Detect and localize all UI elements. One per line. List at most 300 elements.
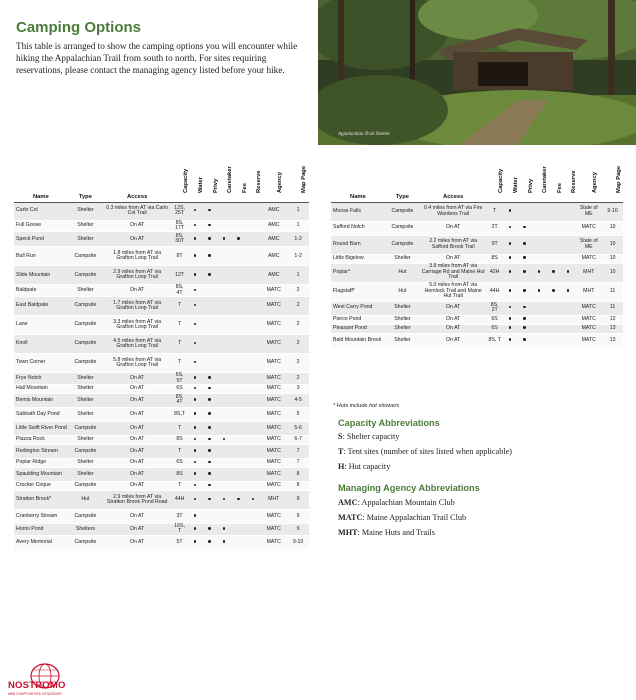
- row-fee: [231, 220, 245, 232]
- row-agency: MATC: [260, 509, 287, 523]
- row-name: Poplar Ridge: [14, 458, 68, 467]
- dot-icon: [194, 376, 196, 378]
- dot-icon: [194, 224, 196, 226]
- row-water: [503, 235, 517, 254]
- dot-icon: [208, 224, 210, 226]
- dot-icon: [538, 270, 540, 272]
- row-privy: [517, 235, 531, 254]
- dot-icon: [194, 449, 196, 451]
- dot-icon: [194, 342, 196, 344]
- row-caretaker: [217, 220, 231, 232]
- table-row: [331, 282, 623, 301]
- row-caretaker: [217, 393, 231, 407]
- row-water: [503, 202, 517, 221]
- table-row: [14, 202, 309, 220]
- row-capacity: 12T: [171, 266, 188, 285]
- row-capacity: 9T: [486, 235, 503, 254]
- row-privy: [202, 407, 216, 421]
- row-name: Round Barn: [331, 235, 385, 254]
- row-reserve: [246, 490, 260, 509]
- row-reserve: [561, 263, 575, 282]
- row-access: 0.4 miles from AT via Fire Wardens Trail: [420, 202, 486, 221]
- row-access: On AT: [420, 333, 486, 347]
- row-fee: [231, 393, 245, 407]
- row-capacity: 6S: [171, 384, 188, 393]
- agency-abbr-item: AMC: Appalachian Mountain Club: [338, 498, 455, 507]
- row-agency: MATC: [260, 421, 287, 435]
- logo-name: NOSTROMO: [8, 680, 66, 691]
- dot-icon: [509, 289, 511, 291]
- row-privy: [517, 324, 531, 333]
- row-agency: MATC: [575, 324, 602, 333]
- column-header: Water: [503, 150, 517, 202]
- row-reserve: [246, 467, 260, 481]
- row-map-page: 10: [602, 221, 623, 235]
- row-agency: MATC: [260, 393, 287, 407]
- row-reserve: [246, 285, 260, 297]
- row-agency: MATC: [260, 467, 287, 481]
- column-header: Access: [420, 150, 486, 202]
- row-capacity: 8S,T: [171, 407, 188, 421]
- row-water: [188, 316, 202, 335]
- dot-icon: [194, 498, 196, 500]
- row-fee: [231, 316, 245, 335]
- row-caretaker: [217, 266, 231, 285]
- dot-icon: [223, 498, 225, 500]
- dot-icon: [523, 317, 525, 319]
- row-agency: MATC: [260, 285, 287, 297]
- row-access: 5.0 miles from AT via Hemlock Trail and Maine Hut Trail: [420, 282, 486, 301]
- row-reserve: [246, 266, 260, 285]
- row-type: Shelter: [68, 393, 103, 407]
- dot-icon: [523, 256, 525, 258]
- row-reserve: [561, 301, 575, 315]
- dot-icon: [194, 540, 196, 542]
- row-type: Shelter: [68, 467, 103, 481]
- row-map-page: 5-6: [287, 421, 309, 435]
- dot-icon: [509, 326, 511, 328]
- row-type: Shelter: [68, 458, 103, 467]
- row-agency: State of ME: [575, 202, 602, 221]
- row-agency: MATC: [260, 335, 287, 354]
- row-capacity: 6S, 5T: [171, 373, 188, 385]
- dot-icon: [208, 209, 210, 211]
- row-agency: MATC: [575, 315, 602, 324]
- dot-icon: [194, 527, 196, 529]
- row-map-page: 1-2: [287, 247, 309, 266]
- row-type: Shelter: [68, 232, 103, 247]
- row-caretaker: [532, 263, 546, 282]
- row-fee: [231, 247, 245, 266]
- table-row: [331, 263, 623, 282]
- table-row: [14, 535, 309, 549]
- row-map-page: 9-10: [602, 202, 623, 221]
- table-row: [14, 393, 309, 407]
- row-type: Campsite: [385, 221, 420, 235]
- row-privy: [517, 315, 531, 324]
- dot-icon: [509, 306, 511, 308]
- row-fee: [546, 324, 560, 333]
- row-map-page: 13: [602, 324, 623, 333]
- table-row: [14, 220, 309, 232]
- column-header: Name: [331, 150, 385, 202]
- table-row: [14, 354, 309, 373]
- column-header: Map Page: [602, 150, 623, 202]
- table-row: [14, 458, 309, 467]
- row-name: Moose Falls: [331, 202, 385, 221]
- row-capacity: 8S, 30T: [171, 232, 188, 247]
- row-reserve: [246, 316, 260, 335]
- column-header: Privy: [517, 150, 531, 202]
- row-access: On AT: [420, 315, 486, 324]
- table-row: [14, 335, 309, 354]
- row-fee: [231, 435, 245, 444]
- row-privy: [517, 333, 531, 347]
- logo-tagline: WEB COMPTOIR DES VOYAGEURS: [8, 692, 62, 696]
- row-map-page: 9: [287, 523, 309, 535]
- row-agency: MATC: [575, 301, 602, 315]
- row-map-page: 8: [287, 481, 309, 490]
- row-type: Campsite: [68, 335, 103, 354]
- table-row: [14, 490, 309, 509]
- column-header: Capacity: [171, 150, 188, 202]
- row-fee: [231, 467, 245, 481]
- row-caretaker: [217, 202, 231, 220]
- row-access: 3.9 miles from AT via Carriage Rd and Maine Hut Trail: [421, 263, 485, 281]
- row-caretaker: [217, 467, 231, 481]
- row-reserve: [246, 458, 260, 467]
- table-row: [14, 316, 309, 335]
- row-type: Shelter: [68, 202, 103, 220]
- row-map-page: 2: [287, 354, 309, 373]
- row-caretaker: [217, 458, 231, 467]
- capacity-abbr-item: H: Hut capacity: [338, 462, 391, 471]
- row-caretaker: [217, 335, 231, 354]
- row-agency: AMC: [260, 220, 287, 232]
- row-fee: [546, 254, 560, 263]
- row-privy: [202, 393, 216, 407]
- row-reserve: [246, 297, 260, 316]
- row-privy: [202, 335, 216, 354]
- row-water: [188, 435, 202, 444]
- row-map-page: 1: [287, 266, 309, 285]
- row-access: On AT: [103, 509, 171, 523]
- row-agency: MHT: [575, 282, 602, 301]
- row-caretaker: [217, 232, 231, 247]
- row-name: Hall Mountain: [14, 384, 68, 393]
- row-name: Spaulding Mountain: [14, 467, 68, 481]
- capacity-abbr-item: S: Shelter capacity: [338, 432, 400, 441]
- row-caretaker: [532, 202, 546, 221]
- intro-paragraph: This table is arranged to show the camping options you will encounter while hiking the Appalachian Trail from south to north. For sites requiring reservations, please contact the managing agency listed before your hike.: [16, 41, 298, 75]
- agency-abbr-item: MATC: Maine Appalachian Trail Club: [338, 513, 467, 522]
- dot-icon: [523, 326, 525, 328]
- dot-icon: [194, 209, 196, 211]
- row-reserve: [246, 354, 260, 373]
- row-fee: [231, 444, 245, 458]
- dot-icon: [208, 527, 210, 529]
- row-reserve: [246, 523, 260, 535]
- row-type: Shelter: [68, 384, 103, 393]
- dot-icon: [194, 438, 196, 440]
- row-name: Crocker Cirque: [14, 481, 68, 490]
- agency-abbr-title: Managing Agency Abbreviations: [338, 483, 480, 493]
- row-capacity: 8T: [171, 247, 188, 266]
- row-privy: [202, 202, 216, 220]
- row-reserve: [561, 333, 575, 347]
- row-name: Poplar*: [331, 263, 385, 282]
- row-capacity: T: [171, 335, 188, 354]
- row-fee: [546, 282, 560, 301]
- dot-icon: [208, 376, 210, 378]
- column-header: Capacity: [486, 150, 503, 202]
- row-privy: [202, 421, 216, 435]
- dot-icon: [194, 398, 196, 400]
- row-water: [188, 285, 202, 297]
- row-map-page: 10: [602, 254, 623, 263]
- dot-icon: [194, 273, 196, 275]
- row-fee: [231, 266, 245, 285]
- dot-icon: [523, 338, 525, 340]
- dot-icon: [523, 289, 525, 291]
- row-reserve: [246, 435, 260, 444]
- row-capacity: 12S, 25T: [171, 202, 188, 220]
- row-type: Campsite: [68, 247, 103, 266]
- row-water: [188, 384, 202, 393]
- row-caretaker: [532, 235, 546, 254]
- row-type: Campsite: [68, 535, 103, 549]
- dot-icon: [237, 498, 239, 500]
- row-capacity: 8S, 4T: [171, 393, 188, 407]
- row-fee: [231, 490, 245, 509]
- row-capacity: 8S: [171, 435, 188, 444]
- row-access: On AT: [103, 285, 171, 297]
- row-map-page: 9: [287, 509, 309, 523]
- row-fee: [231, 523, 245, 535]
- row-fee: [231, 458, 245, 467]
- row-capacity: T: [171, 421, 188, 435]
- row-capacity: 6S: [486, 324, 503, 333]
- dot-icon: [223, 438, 225, 440]
- column-header: Caretaker: [217, 150, 231, 202]
- row-type: Hut: [385, 282, 420, 301]
- column-header: Fee: [231, 150, 245, 202]
- row-privy: [517, 221, 531, 235]
- column-header: Name: [14, 150, 68, 202]
- row-privy: [202, 316, 216, 335]
- row-privy: [517, 202, 531, 221]
- row-water: [188, 393, 202, 407]
- table-row: [14, 232, 309, 247]
- table-row: [14, 297, 309, 316]
- row-name: Pierce Pond: [331, 315, 385, 324]
- row-type: Shelter: [385, 301, 420, 315]
- row-type: Campsite: [68, 297, 103, 316]
- row-water: [188, 444, 202, 458]
- row-caretaker: [217, 444, 231, 458]
- row-map-page: 7: [287, 444, 309, 458]
- row-access: On AT: [103, 523, 171, 535]
- row-privy: [517, 263, 531, 282]
- agency-abbr-item: MHT: Maine Huts and Trails: [338, 528, 435, 537]
- row-water: [188, 458, 202, 467]
- table-row: [14, 373, 309, 385]
- row-reserve: [561, 254, 575, 263]
- row-reserve: [246, 407, 260, 421]
- row-privy: [202, 220, 216, 232]
- dot-icon: [237, 237, 239, 239]
- row-privy: [202, 297, 216, 316]
- dot-icon: [208, 449, 210, 451]
- row-fee: [546, 301, 560, 315]
- dot-icon: [194, 361, 196, 363]
- dot-icon: [208, 254, 210, 256]
- row-map-page: 13: [602, 333, 623, 347]
- row-fee: [546, 263, 560, 282]
- dot-icon: [194, 426, 196, 428]
- row-privy: [202, 232, 216, 247]
- row-map-page: 11: [602, 301, 623, 315]
- row-reserve: [246, 393, 260, 407]
- row-water: [188, 490, 202, 509]
- row-reserve: [246, 232, 260, 247]
- column-header: Agency: [575, 150, 602, 202]
- table-row: [14, 435, 309, 444]
- row-agency: MATC: [575, 254, 602, 263]
- dot-icon: [194, 254, 196, 256]
- dot-icon: [194, 387, 196, 389]
- row-map-page: 6-7: [287, 435, 309, 444]
- row-reserve: [246, 384, 260, 393]
- row-caretaker: [217, 373, 231, 385]
- row-agency: State of ME: [575, 235, 602, 254]
- row-reserve: [246, 444, 260, 458]
- photo-caption: Appalachian Trail Shelter: [338, 132, 390, 137]
- row-privy: [202, 458, 216, 467]
- row-caretaker: [217, 285, 231, 297]
- row-water: [503, 324, 517, 333]
- table-row: [14, 444, 309, 458]
- row-agency: MATC: [260, 407, 287, 421]
- row-privy: [202, 435, 216, 444]
- row-reserve: [246, 335, 260, 354]
- row-caretaker: [532, 282, 546, 301]
- table-row: [331, 254, 623, 263]
- row-fee: [231, 535, 245, 549]
- dot-icon: [208, 438, 210, 440]
- row-privy: [202, 523, 216, 535]
- row-name: Cranberry Stream: [14, 509, 68, 523]
- row-map-page: 5: [287, 407, 309, 421]
- dot-icon: [523, 270, 525, 272]
- dot-icon: [194, 412, 196, 414]
- row-agency: MHT: [575, 263, 602, 282]
- row-reserve: [561, 315, 575, 324]
- row-name: Horns Pond: [14, 523, 68, 535]
- row-type: Campsite: [68, 509, 103, 523]
- row-capacity: 6S: [171, 458, 188, 467]
- row-name: Lane: [14, 316, 68, 335]
- row-capacity: T: [486, 202, 503, 221]
- row-access: On AT: [420, 221, 486, 235]
- row-access: On AT: [103, 481, 171, 490]
- row-reserve: [246, 247, 260, 266]
- row-type: Shelter: [68, 407, 103, 421]
- dot-icon: [509, 338, 511, 340]
- row-type: Campsite: [385, 235, 420, 254]
- row-privy: [202, 509, 216, 523]
- row-map-page: 11: [602, 282, 623, 301]
- row-caretaker: [217, 297, 231, 316]
- row-reserve: [246, 202, 260, 220]
- row-access: On AT: [103, 435, 171, 444]
- row-reserve: [246, 509, 260, 523]
- row-access: 3.3 miles from AT via Grafton Loop Trail: [103, 316, 171, 335]
- dot-icon: [509, 226, 511, 228]
- row-caretaker: [217, 523, 231, 535]
- row-water: [188, 297, 202, 316]
- row-agency: AMC: [260, 232, 287, 247]
- row-map-page: 2: [287, 335, 309, 354]
- row-name: Bull Run: [14, 247, 68, 266]
- row-name: Baldpate: [14, 285, 68, 297]
- row-access: 2.9 miles from AT via Grafton Loop Trail: [103, 266, 171, 285]
- row-fee: [546, 315, 560, 324]
- row-map-page: 2: [287, 373, 309, 385]
- row-type: Campsite: [68, 354, 103, 373]
- row-name: Full Goose: [14, 220, 68, 232]
- camping-table-left: [14, 150, 309, 549]
- row-water: [188, 335, 202, 354]
- row-name: Town Corner: [14, 354, 68, 373]
- shelter-photo: [318, 0, 636, 145]
- row-capacity: 8S, 4T: [171, 285, 188, 297]
- row-name: Carlo Col: [14, 202, 68, 220]
- row-capacity: 44H: [171, 490, 188, 509]
- row-name: East Baldpate: [14, 297, 68, 316]
- table-row: [14, 285, 309, 297]
- row-type: Shelter: [68, 435, 103, 444]
- dot-icon: [208, 484, 210, 486]
- dot-icon: [194, 472, 196, 474]
- row-map-page: 10: [602, 263, 623, 282]
- row-agency: MATC: [260, 354, 287, 373]
- row-fee: [231, 481, 245, 490]
- row-caretaker: [532, 254, 546, 263]
- row-name: Little Bigelow: [331, 254, 385, 263]
- row-name: West Carry Pond: [331, 301, 385, 315]
- row-caretaker: [217, 421, 231, 435]
- dot-icon: [523, 242, 525, 244]
- row-map-page: 9-10: [287, 535, 309, 549]
- row-capacity: 42H: [486, 263, 503, 282]
- dot-icon: [252, 498, 254, 500]
- row-reserve: [561, 235, 575, 254]
- row-fee: [546, 333, 560, 347]
- row-access: On AT: [420, 254, 486, 263]
- column-header: Fee: [546, 150, 560, 202]
- row-water: [188, 481, 202, 490]
- row-water: [188, 467, 202, 481]
- row-fee: [231, 373, 245, 385]
- row-access: On AT: [103, 458, 171, 467]
- row-map-page: 12: [602, 315, 623, 324]
- row-name: Speck Pond: [14, 232, 68, 247]
- row-type: Shelter: [68, 220, 103, 232]
- table-row: [14, 421, 309, 435]
- row-agency: MATC: [260, 297, 287, 316]
- dot-icon: [208, 472, 210, 474]
